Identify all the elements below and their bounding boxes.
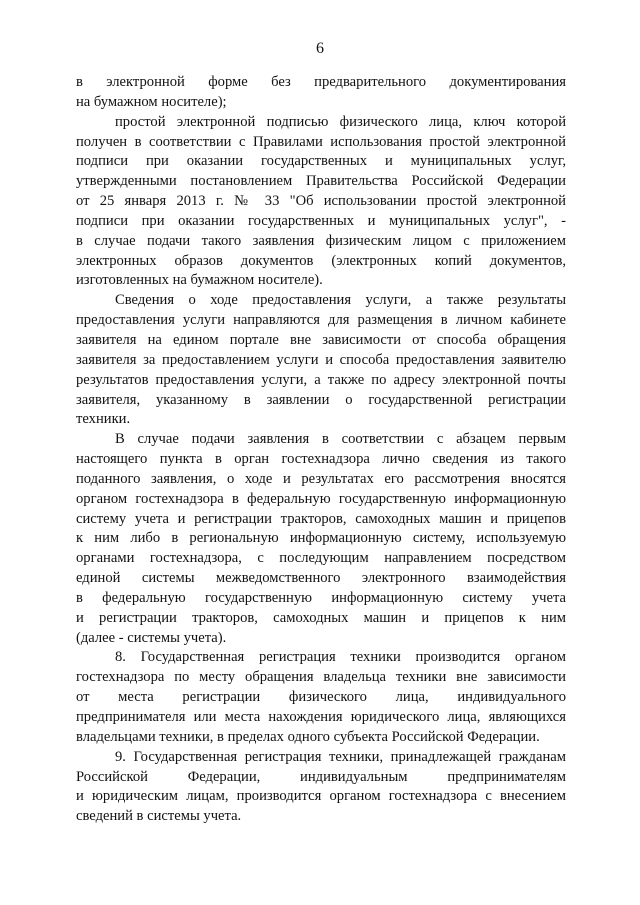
text-line: результатов предоставления услуги, а также по адресу электронной почты: [76, 371, 566, 388]
text-line: изготовленных на бумажном носителе).: [76, 272, 323, 289]
text-line: от 25 января 2013 г. № 33 "Об использовании простой электронной: [76, 193, 566, 210]
text-line: в случае подачи такого заявления физическим лицом с приложением: [76, 232, 566, 249]
text-line: подписи при оказании государственных и муниципальных услуг", -: [76, 212, 566, 229]
paragraph-item-9: [76, 748, 566, 827]
text-line: органом гостехнадзора в федеральную государственную информационную: [76, 490, 566, 507]
text-line: простой электронной подписью физического лица, ключ которой: [115, 113, 566, 130]
text-line: поданного заявления, о ходе и результатах его рассмотрения вносятся: [76, 470, 566, 487]
text-line: (далее - системы учета).: [76, 629, 227, 646]
text-line: единой системы межведомственного электронного взаимодействия: [76, 570, 566, 587]
text-line: В случае подачи заявления в соответствии с абзацем первым: [115, 431, 566, 448]
paragraph-simple-signature: [76, 113, 566, 292]
text-line: заявителя за предоставлением услуги и способа предоставления заявителю: [76, 351, 566, 368]
text-line: заявителя на едином портале вне зависимости от способа обращения: [76, 331, 566, 348]
paragraph-continuation: [76, 73, 566, 113]
paragraph-service-info: [76, 291, 566, 430]
text-line: предоставления услуги направляются для размещения в личном кабинете: [76, 312, 566, 329]
text-line: подписи при оказании государственных и муниципальных услуг,: [76, 153, 566, 170]
document-body: [76, 73, 566, 827]
text-line: владельцами техники, в пределах одного субъекта Российской Федерации.: [76, 728, 540, 745]
text-line: 9. Государственная регистрация техники, принадлежащей гражданам: [115, 748, 566, 765]
text-line: предпринимателя или места нахождения юридического лица, являющихся: [76, 709, 566, 725]
text-line: в федеральную государственную информационную систему учета: [76, 589, 566, 606]
text-line: гостехнадзора по месту обращения владельца техники вне зависимости: [76, 669, 566, 686]
text-line: сведений в системы учета.: [76, 808, 242, 825]
text-line: электронных образов документов (электронных копий документов,: [76, 252, 566, 269]
text-line: настоящего пункта в орган гостехнадзора лично сведения из такого: [76, 451, 566, 468]
text-line: техники.: [76, 411, 131, 428]
text-line: систему учета и регистрации тракторов, самоходных машин и прицепов: [76, 510, 566, 527]
text-line: к ним либо в региональную информационную систему, используемую: [76, 530, 566, 547]
text-line: Сведения о ходе предоставления услуги, а также результаты: [115, 292, 566, 309]
text-line: Российской Федерации, индивидуальным предпринимателям: [76, 768, 566, 785]
text-line: утвержденными постановлением Правительства Российской Федерации: [76, 173, 566, 190]
text-line: и юридическим лицам, производится органом гостехнадзора с внесением: [76, 788, 566, 805]
text-line: заявителя, указанному в заявлении о государственной регистрации: [76, 391, 566, 408]
text-line: от места регистрации физического лица, индивидуального: [76, 689, 566, 706]
paragraph-item-8: [76, 648, 566, 747]
text-line: и регистрации тракторов, самоходных машин и прицепов к ним: [76, 609, 566, 626]
text-line: в электронной форме без предварительного документирования: [76, 74, 566, 90]
text-line: 8. Государственная регистрация техники производится органом: [115, 649, 566, 666]
page-number: 6: [316, 40, 324, 57]
paragraph-in-person-application: [76, 430, 566, 648]
text-line: органами гостехнадзора, с последующим направлением посредством: [76, 550, 566, 567]
text-line: получен в соответствии с Правилами использования простой электронной: [76, 133, 566, 150]
text-line: на бумажном носителе);: [76, 93, 227, 110]
